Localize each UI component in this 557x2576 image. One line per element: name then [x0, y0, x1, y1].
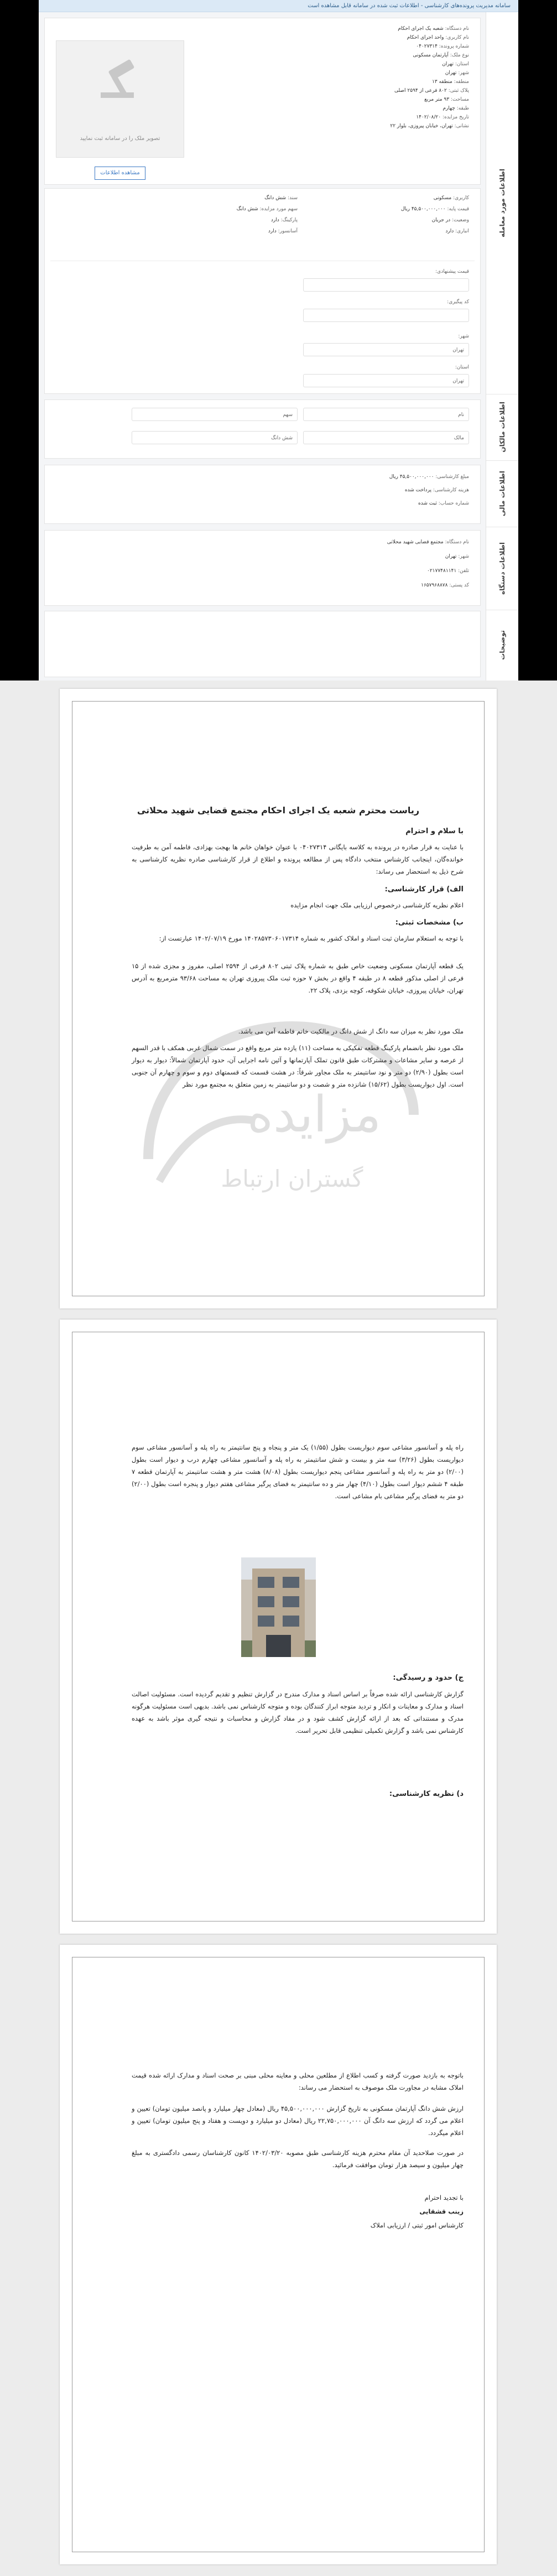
tab-device[interactable]	[486, 527, 518, 610]
closing: با تجدید احترام	[424, 2194, 464, 2201]
field-type: نوع ملک: آپارتمان مسکونی	[413, 53, 469, 58]
tab-label: اطلاعات مالی	[498, 470, 506, 517]
section-d-heading: د) نظریه کارشناسی:	[389, 1790, 464, 1798]
section-d-text-2: ارزش شش دانگ آپارتمان مسکونی به تاریخ گزارش ۴۵,۵۰۰,۰۰۰,۰۰۰ ریال (معادل چهار میلیارد و پانصد میلیون تومان) تعیین و اعلام می گردد که ارزش سه دانگ آن ۲۲,۷۵۰,۰۰۰,۰۰۰ ریال (معادل دو میلیارد و دویست و هفتاد و پنج میلیون تومان) تعیین و اعلام میگردد.	[132, 2105, 464, 2137]
section-a-heading: الف) قرار کارشناسی:	[384, 885, 464, 894]
detail-deed: سند: شش دانگ	[264, 195, 298, 201]
notes-panel	[44, 611, 481, 677]
property-summary-panel	[44, 18, 481, 185]
section-b-text-4: ملک مورد نظر بانضمام پارکینگ قطعه تفکیکی به مساحت (۱۱) یازده متر مربع واقع در سمت شمال غربی همکف با قدر السهم از عرصه و سایر مشاعات و مشترکات طبق قانون تملک آپارتمانها و آئین نامه اجرایی آن، حدود آپارتمان شمالاً: دیوار به دیوار است بطول (۲/۹۰) دو متر و نود سانتیمتر به ملک مجاور شرقاً: در هشت قسمت که قسمتهای دوم و سوم و چهارم آن جنوبی است. اول دیواریست بطول (۱۵/۶۲) شانزده متر و شصت و دو سانتیمتر به زمین متعلق به مجتمع مورد نظر	[132, 1044, 464, 1088]
device-phone: تلفن: ۰۲۱۷۷۴۸۱۱۴۱	[427, 568, 469, 574]
device-name: نام دستگاه: مجتمع قضایی شهید محلاتی	[387, 539, 469, 545]
property-photo-placeholder	[56, 40, 184, 158]
tab-notes[interactable]	[486, 610, 518, 681]
device-postal: کد پستی: ۱۶۵۷۹۶۸۸۷۸	[421, 583, 469, 588]
field-city: شهر: تهران	[445, 70, 469, 76]
tab-owners[interactable]	[486, 394, 518, 461]
detail-status: وضعیت: در جریان	[431, 217, 469, 223]
fin-appraisal: مبلغ کارشناسی: ۴۵,۵۰۰,۰۰۰,۰۰۰ ریال	[389, 474, 469, 480]
input-label-province: استان:	[455, 365, 469, 370]
left-letterbox	[0, 0, 39, 681]
field-address: نشانی: تهران، خیابان پیروزی، بلوار ۲۲	[390, 123, 469, 129]
province-input[interactable]: تهران	[303, 374, 469, 387]
tab-label: توضیحات	[498, 630, 506, 660]
detail-share: سهم مورد مزایده: شش دانگ	[236, 206, 298, 212]
field-area: مساحت: ۹۳ متر مربع	[424, 97, 469, 102]
device-panel	[44, 530, 481, 606]
tab-label: اطلاعات مالکان	[498, 402, 506, 453]
section-d-text-3: در صورت صلاحدید آن مقام محترم هزینه کارشناسی طبق مصوبه ۱۴۰۲/۰۳/۲۰ کانون کارشناسان رسمی دادگستری به مبلغ چهار میلیون و سیصد هزار تومان موافقت فرمائید.	[132, 2149, 464, 2169]
city-input[interactable]: تهران	[303, 343, 469, 356]
fin-account: شماره حساب: ثبت شده	[418, 501, 469, 506]
field-region: منطقه: منطقه ۱۳	[431, 79, 469, 85]
view-info-button[interactable]: مشاهده اطلاعات	[95, 167, 145, 180]
app-window	[39, 12, 518, 681]
watermark-big-text: مزایده	[247, 1086, 382, 1144]
detail-base-price: قیمت پایه: ۴۵,۵۰۰,۰۰۰,۰۰۰ ریال	[400, 206, 469, 212]
section-c-heading: ج) حدود و رسیدگی:	[393, 1674, 464, 1682]
fin-fee: هزینه کارشناسی: پرداخت شده	[404, 487, 469, 493]
financial-panel	[44, 465, 481, 524]
section-b-text-3: ملک مورد نظر به میزان سه دانگ از شش دانگ در مالکیت خانم فاطمه آمن می باشد.	[238, 1027, 464, 1035]
tab-label: اطلاعات مورد معامله	[498, 169, 506, 237]
owner-name-cell[interactable]: مالک	[303, 431, 469, 444]
field-floor: طبقه: چهارم	[443, 106, 469, 111]
detail-elevator: آسانسور: دارد	[268, 228, 298, 234]
report-page-2	[60, 1320, 497, 1934]
signer-title: کارشناس امور ثبتی / ارزیابی املاک	[370, 2221, 464, 2229]
section-b-text-2: یک قطعه آپارتمان مسکونی وضعیت خاص طبق به شماره پلاک ثبتی ۸۰۲ فرعی از ۲۵۹۴ اصلی، مفروز و مجزی شده از ۱۵ فرعی از اصلی مذکور قطعه ۸ در طبقه ۴ واقع در بخش ۷ حوزه ثبت ملک پیروزی تهران به مساحت ۹۳/۶۸ مترمربع به آدرس تهران، خیابان پیروزی، خیابان شکوفه، کوچه بزدی، پلاک ۲۲.	[132, 962, 464, 994]
field-auction-date: تاریخ مزایده: ۱۴۰۲/۰۸/۲۰	[416, 115, 469, 120]
owner-share-header: سهم	[132, 408, 298, 421]
detail-parking: پارکینگ: دارد	[270, 217, 298, 223]
tab-label: اطلاعات دستگاه	[498, 542, 506, 595]
report-page-1	[60, 689, 497, 1308]
owner-name-header: نام	[303, 408, 469, 421]
right-letterbox	[518, 0, 557, 681]
report-page-3	[60, 1945, 497, 2564]
input-label-offer: قیمت پیشنهادی:	[435, 269, 469, 274]
field-plate: پلاک ثبتی: ۸۰۲ فرعی از ۲۵۹۴ اصلی	[394, 88, 469, 94]
field-device: نام دستگاه: شعبه یک اجرای احکام	[398, 26, 469, 32]
field-user: نام کاربری: واحد اجرای احکام	[407, 35, 469, 40]
notice-bar: سامانه مدیریت پرونده‌های کارشناسی - اطلاعات ثبت شده در سامانه قابل مشاهده است	[39, 0, 518, 12]
section-a-text: اعلام نظریه کارشناسی درخصوص ارزیابی ملک جهت انجام مزایده	[290, 901, 464, 909]
photo-caption: تصویر ملک را در سامانه ثبت نمایید	[80, 136, 160, 142]
offer-input[interactable]	[303, 278, 469, 292]
section-b-text-1: با توجه به استعلام سازمان ثبت اسناد و املاک کشور به شماره ۱۴۰۲۸۵۷۳۰۶۰۱۷۳۱۴ مورخ ۱۴۰۲/۰۷/۱۹ عبارتست از:	[159, 934, 464, 942]
tab-property[interactable]	[486, 12, 518, 394]
section-b-text-5: راه پله و آسانسور مشاعی سوم دیواریست بطول (۱/۵۵) یک متر و پنجاه و پنج سانتیمتر به راه پله و آسانسور مشاعی سوم دیواریست بطول (۳/۲۶) سه متر و بیست و شش سانتیمتر به راه پله و آسانسور مشاعی چهارم درب و دیوار است بطول (۲/۰۰) دو متر به راه پله و آسانسور مشاعی پنجم دیواریست بطول (۸/۰۸) هشت متر و هشت سانتیمتر به آپارتمان قطعه ۷ طبقه ۴ ششم دیوار است بطول (۴/۱۰) چهار متر و ده سانتیمتر به فضای پرگیر مشاعی هفتم دیوار و پنجره است بطول (۲/۰۰) دو متر به فضای پرگیر مشاعی بام مشاعی است.	[132, 1443, 464, 1500]
watermark-logo	[126, 1004, 436, 1214]
tab-financial[interactable]	[486, 460, 518, 527]
detail-usage: کاربری: مسکونی	[433, 195, 469, 201]
device-city: شهر: تهران	[445, 554, 469, 559]
property-details-panel	[44, 188, 481, 394]
tracking-input[interactable]	[303, 309, 469, 322]
sidebar	[486, 12, 518, 681]
detail-storage: انباری: دارد	[445, 228, 469, 234]
page-border	[72, 1957, 485, 2552]
field-province: استان: تهران	[442, 61, 469, 67]
field-case: شماره پرونده: ۰۴۰۲۷۳۱۴	[416, 44, 469, 49]
section-d-text-1: باتوجه به بازدید صورت گرفته و کسب اطلاع از مطلعین محلی و معاینه محلی مبنی بر صحت اسناد و مدارک ارائه شده قیمت املاک مشابه در مجاورت ملک موصوف به استحضار می رساند:	[132, 2071, 464, 2091]
gavel-icon	[95, 56, 145, 106]
input-label-tracking: کد پیگیری:	[447, 299, 469, 305]
building-photo	[241, 1557, 316, 1657]
greeting: با سلام و احترام	[405, 827, 464, 835]
section-b-heading: ب) مشخصات ثبتی:	[395, 918, 464, 927]
watermark-text: گستران ارتباط	[221, 1165, 363, 1192]
intro-paragraph: با عنایت به قرار صادره در پرونده به کلاسه بایگانی ۰۴۰۲۷۳۱۴ با عنوان خواهان خانم ها بهجت بهزادی، فاطمه آمن به طرفیت خوانده‌گان، اینجانب کارشناس منتخب دادگاه پس از مطالعه پرونده و اطلاع از قرار کارشناسی صادره نظریه کارشناسی به شرح ذیل به استحضار می رساند:	[132, 843, 464, 875]
report-title: ریاست محترم شعبه یک اجرای احکام مجتمع قضایی شهید محلاتی	[137, 805, 420, 816]
owner-share-cell[interactable]: شش دانگ	[132, 431, 298, 444]
input-label-city: شهر:	[458, 334, 469, 339]
owners-panel	[44, 399, 481, 459]
section-c-text: گزارش کارشناسی ارائه شده صرفاً بر اساس اسناد و مدارک مندرج در گزارش تنظیم و تقدیم گردیده است. مسئولیت اصالت اسناد و مدارک و معاینات و انکار و تردید متوجه ابراز کنندگان بوده و متوجه کارشناس نمی باشد. بدیهی است مسئولیت هرگونه مدرک و مستنداتی که بعد از ارائه گزارش کشف شود و در مفاد گزارش و محاسبات و نتیجه گیری موثر باشد به عهده کارشناس نمی باشد و گزارش تکمیلی تنظیمی قابل تحریر است.	[132, 1690, 464, 1734]
signer-name: زینب قشقایی	[419, 2208, 464, 2215]
